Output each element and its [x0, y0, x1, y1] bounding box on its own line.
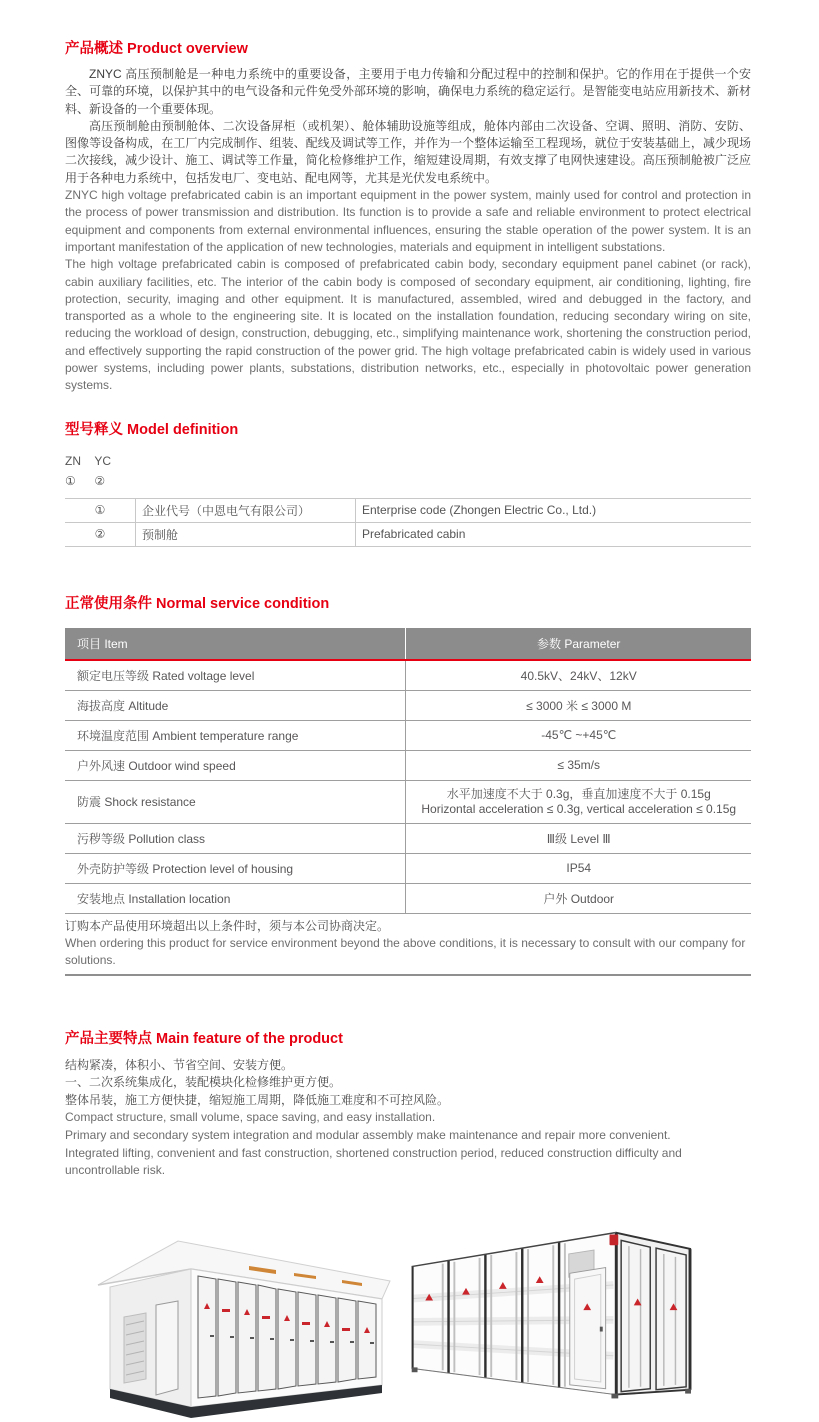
cell-item: 额定电压等级 Rated voltage level [65, 660, 406, 691]
table-row [65, 750, 751, 780]
cell-item: 防震 Shock resistance [65, 780, 406, 823]
param-line-en: Horizontal acceleration ≤ 0.3g, vertical acceleration ≤ 0.15g [421, 801, 737, 816]
model-row-en: Enterprise code (Zhongen Electric Co., Ltd.) [356, 498, 752, 522]
cell-param: -45℃ ~+45℃ [406, 720, 751, 750]
table-row [65, 690, 751, 720]
model-row-mark: ① [65, 498, 136, 522]
cell-item: 外壳防护等级 Protection level of housing [65, 853, 406, 883]
overview-paragraph-cn-1: ZNYC 高压预制舱是一种电力系统中的重要设备，主要用于电力传输和分配过程中的控制和保护。它的作用在于提供一个安全、可靠的环境，以保护其中的电气设备和元件免受外部环境的影响，确保电力系统的稳定运行。是智能变电站应用新技术、新材料、新设备的一个重要体现。 [65, 67, 751, 116]
model-code-marks [65, 474, 751, 488]
table-row [65, 522, 751, 546]
model-row-en: Prefabricated cabin [356, 522, 752, 546]
product-photos [65, 1210, 751, 1422]
table-row [65, 823, 751, 853]
table-note-row [65, 913, 751, 975]
model-definition-table [65, 498, 751, 547]
cell-param: IP54 [406, 853, 751, 883]
overview-paragraph-en-1: ZNYC high voltage prefabricated cabin is an important equipment in the power system, mainly used for control and protection in the process of power transmission and distribution. Its function is to provide a safe and reliable environment to protect electrical equipment and components from external environmental influences, ensuring the stable operation of the power system. It is an important manifestation of the application of new technologies, materials and equipment in intelligent substations. [65, 188, 751, 254]
corner-logo [610, 1234, 619, 1245]
table-header-row [65, 628, 751, 660]
model-code-mark-1: ① [65, 473, 76, 488]
feature-line: Compact structure, small volume, space saving, and easy installation. [65, 1110, 436, 1125]
service-condition-heading: 正常使用条件 Normal service condition [65, 595, 330, 612]
table-row [65, 720, 751, 750]
cell-item: 污秽等级 Pollution class [65, 823, 406, 853]
cell-param: 户外 Outdoor [406, 883, 751, 913]
feature-line: 一、二次系统集成化，装配模块化检修维护更方便。 [65, 1075, 342, 1090]
model-row-cn: 预制舱 [136, 522, 356, 546]
model-row-mark: ② [65, 522, 136, 546]
column-header-item: 项目 Item [65, 628, 406, 660]
overview-paragraph-cn-2: 高压预制舱由预制舱体、二次设备屏柜（或机架）、舱体辅助设施等组成，舱体内部由二次设备、空调、照明、消防、安防、图像等设备构成，在工厂内完成制作、组装、配线及调试等工作，并作为一个整体运输至工程现场，就位于安装基础上，减少现场二次接线，减少设计、施工、调试等工作量，简化检修维护工作，缩短建设周期，有效支撑了电网快速建设。高压预制舱被广泛应用于各种电力系统中，包括发电厂、变电站、配电网等，尤其是光伏发电系统中。 [65, 118, 751, 185]
table-row [65, 498, 751, 522]
table-row [65, 660, 751, 691]
model-code-part-2: YC [94, 453, 112, 468]
cell-param: Ⅲ级 Level Ⅲ [406, 823, 751, 853]
column-header-parameter: 参数 Parameter [406, 628, 751, 660]
personnel-door [570, 1267, 606, 1388]
cell-item: 海拔高度 Altitude [65, 690, 406, 720]
cell-item: 环境温度范围 Ambient temperature range [65, 720, 406, 750]
model-code-mark-2: ② [94, 473, 106, 488]
model-code-line [65, 454, 751, 468]
feature-line: Integrated lifting, convenient and fast construction, shortened construction period, reduced construction difficulty and uncontrollable risk. [65, 1145, 682, 1178]
feature-line: Primary and secondary system integration and modular assembly make maintenance and repair more convenient. [65, 1128, 671, 1143]
cell-param: 40.5kV、24kV、12kV [406, 660, 751, 691]
table-note [65, 913, 751, 975]
cell-param: ≤ 35m/s [406, 750, 751, 780]
model-row-cn: 企业代号（中恩电气有限公司） [136, 498, 356, 522]
service-condition-table [65, 628, 751, 976]
overview-paragraph-en-2: The high voltage prefabricated cabin is composed of prefabricated cabin body, secondary equipment panel cabinet (or rack), cabin auxiliary facilities, etc. The interior of the cabin body is composed of secondary equipment, air conditioning, lighting, fire protection, security, imaging and other equipment. It is manufactured, assembled, wired and debugged in the factory, and transported as a whole to the engineering site. It is located on the installation foundation, reducing secondary wiring on site, reducing the workload of design, construction, debugging, etc., simplifying maintenance work, shortening the construction period, and effectively supporting the rapid construction of the power grid. The high voltage prefabricated cabin is widely used in various power systems, including power plants, substations, distribution networks, etc., especially in photovoltaic power generation systems. [65, 257, 751, 393]
table-row [65, 883, 751, 913]
note-cn: 订购本产品使用环境超出以上条件时，须与本公司协商决定。 [65, 918, 390, 933]
cell-param: ≤ 3000 米 ≤ 3000 M [406, 690, 751, 720]
cell-item: 户外风速 Outdoor wind speed [65, 750, 406, 780]
feature-line: 结构紧凑，体积小、节省空间、安装方便。 [65, 1057, 294, 1072]
louver-vent [124, 1313, 146, 1383]
feature-line: 整体吊装，施工方便快捷，缩短施工周期，降低施工难度和不可控风险。 [65, 1092, 450, 1107]
overview-heading: 产品概述 Product overview [65, 41, 248, 57]
table-row [65, 780, 751, 823]
param-line-cn: 水平加速度不大于 0.3g，垂直加速度不大于 0.15g [446, 786, 711, 801]
model-code-part-1: ZN [65, 453, 81, 468]
cell-item: 安装地点 Installation location [65, 883, 406, 913]
features-heading: 产品主要特点 Main feature of the product [65, 1030, 343, 1047]
model-definition-heading: 型号释义 Model definition [65, 421, 239, 438]
features-list [65, 1057, 751, 1180]
cell-param [406, 780, 751, 823]
container-cabin-photo [402, 1210, 722, 1422]
note-en: When ordering this product for service environment beyond the above conditions, it is necessary to consult with our company for solutions. [65, 935, 746, 967]
prefab-cabin-photo [94, 1217, 392, 1422]
table-row [65, 853, 751, 883]
